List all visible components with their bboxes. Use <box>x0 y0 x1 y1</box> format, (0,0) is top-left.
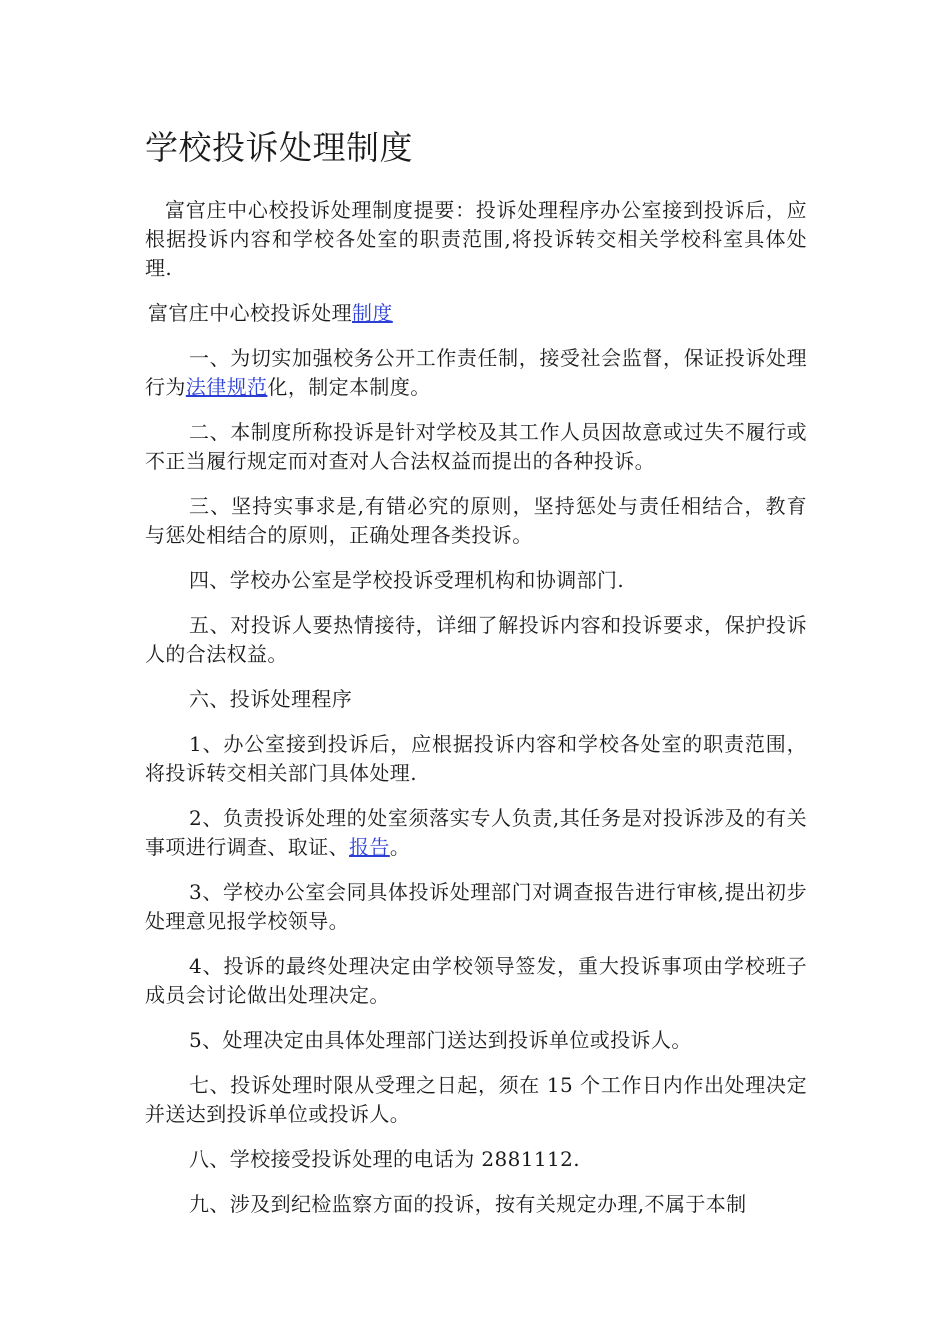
procedure-step-1: 1、办公室接到投诉后，应根据投诉内容和学校各处室的职责范围，将投诉转交相关部门具体处理. <box>145 732 807 785</box>
summary-paragraph: 富官庄中心校投诉处理制度提要：投诉处理程序办公室接到投诉后，应根据投诉内容和学校各处室的职责范围,将投诉转交相关学校科室具体处理. <box>145 198 807 280</box>
procedure-step-5: 5、处理决定由具体处理部门送达到投诉单位或投诉人。 <box>189 1028 692 1052</box>
article-1-text-before: 一、为切实加强校务公开工作责任制，接受社会监督，保证投诉处理行为 <box>145 346 807 399</box>
procedure-step-2-text-after: 。 <box>389 835 411 859</box>
article-1-text-after: 化，制定本制度。 <box>267 375 431 399</box>
link-baogao[interactable]: 报告 <box>349 835 390 859</box>
link-falv-guifan[interactable]: 法律规范 <box>185 375 268 399</box>
section-heading-text: 富官庄中心校投诉处理 <box>148 301 352 325</box>
document-title: 学校投诉处理制度 <box>145 128 413 167</box>
link-zhidu[interactable]: 制度 <box>352 301 393 325</box>
procedure-step-2 <box>145 804 807 862</box>
article-5: 五、对投诉人要热情接待，详细了解投诉内容和投诉要求，保护投诉人的合法权益。 <box>145 613 807 666</box>
procedure-step-3: 3、学校办公室会同具体投诉处理部门对调查报告进行审核,提出初步处理意见报学校领导。 <box>145 880 807 933</box>
article-3: 三、坚持实事求是,有错必究的原则，坚持惩处与责任相结合，教育与惩处相结合的原则，正确处理各类投诉。 <box>145 494 807 547</box>
article-1 <box>145 344 807 402</box>
section-heading <box>145 299 807 328</box>
article-4: 四、学校办公室是学校投诉受理机构和协调部门. <box>189 568 625 592</box>
procedure-step-4: 4、投诉的最终处理决定由学校领导签发，重大投诉事项由学校班子成员会讨论做出处理决定。 <box>145 954 807 1007</box>
article-9: 九、涉及到纪检监察方面的投诉，按有关规定办理,不属于本制 <box>189 1192 747 1216</box>
article-2: 二、本制度所称投诉是针对学校及其工作人员因故意或过失不履行或不正当履行规定而对查对人合法权益而提出的各种投诉。 <box>145 420 807 473</box>
article-8: 八、学校接受投诉处理的电话为 2881112. <box>189 1147 580 1171</box>
procedure-step-2-text-before: 2、负责投诉处理的处室须落实专人负责,其任务是对投诉涉及的有关事项进行调查、取证、 <box>145 806 807 859</box>
article-6: 六、投诉处理程序 <box>189 687 353 711</box>
document-page <box>145 122 807 1235</box>
article-7: 七、投诉处理时限从受理之日起，须在 15 个工作日内作出处理决定并送达到投诉单位或投诉人。 <box>145 1073 807 1126</box>
